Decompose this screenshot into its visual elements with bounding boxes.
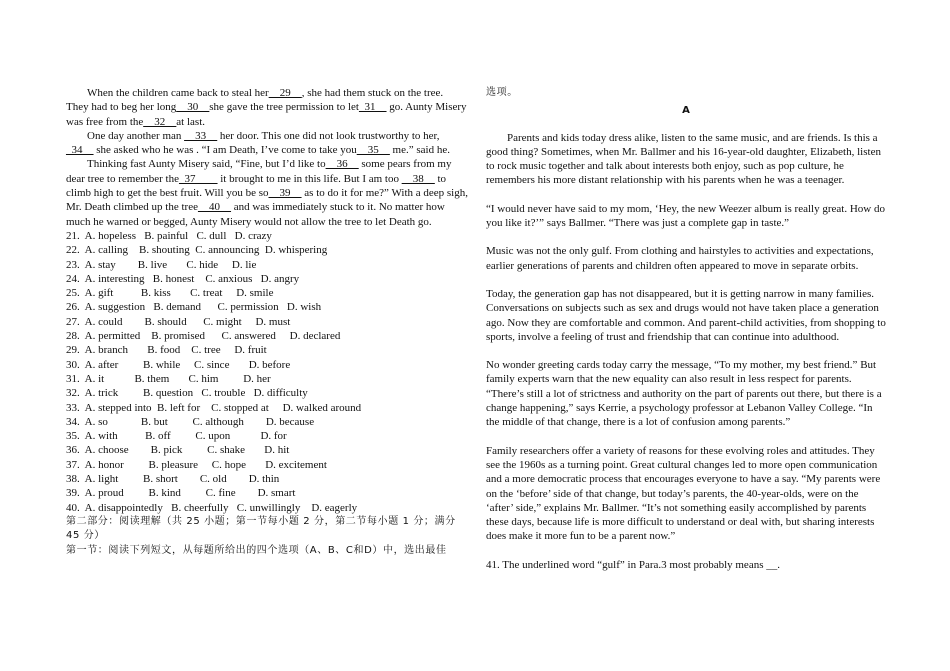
right-column [486,86,886,572]
option-line: 29. A. branch B. food C. tree D. fruit [66,344,267,357]
article-paragraph-4: Today, the generation gap has not disappeared, but it is getting narrow in many families. Conversations on subjects such as sex and drugs would not have taken place a generation ago. Now they are comfortable and common. And parent-child activities, from shopping to sports, involve a feeling of trust and friendship that can continue into adulthood. [486,287,886,343]
article-paragraph-1: Parents and kids today dress alike, listen to the same music, and are friends. Is this a good thing? Sometimes, when Mr. Ballmer and his 16-year-old daughter, Elizabeth, listen to rock music together and talk about interests both enjoy, such as pop culture, he remembers his more distant relationship with his parents when he was a teenager. [486,131,881,187]
passage-text: her door. This one did not look trustworthy to her, [217,129,440,142]
blank-number: __36__ [325,158,359,171]
option-line: 33. A. stepped into B. left for C. stopped at D. walked around [66,401,362,414]
passage-text: she asked who he was . “I am Death, I’ve come to take you [93,144,357,157]
passage-text: some pears from my dear tree to remember the [66,158,452,185]
option-line: 25. A. gift B. kiss C. treat D. smile [66,287,274,300]
blank-number: __32__ [143,115,177,128]
option-line: 27. A. could B. should C. might D. must [66,315,291,328]
part2-heading: 第二部分：阅读理解（共 25 小题；第一节每小题 2 分，第二节每小题 1 分；满分 [66,515,456,527]
passage-text: When the children came back to steal her [87,87,269,99]
passage-text: at last. [176,115,205,128]
passage-text: and was immediately stuck to it. No matter how much he warned or begged, Aunty Misery would not allow the tree to let Death go. [66,201,445,228]
option-line: 30. A. after B. while C. since D. before [66,358,291,371]
passage-paragraph-2 [66,129,468,158]
section1-instruction: 第一节：阅读下列短文，从每题所给出的四个选项（A、B、C和D）中，选出最佳 [66,544,447,556]
options-list [66,229,468,515]
article-paragraph-5: No wonder greeting cards today carry the message, “To my mother, my best friend.” But family experts warn that the new equality can also result in less respect for parents. “There’s still a lot of strictness and authority on the part of parents out there, but there is a change happening,” says Kerrie, a psychology professor at Lebanon Valley College. “In the middle of that change, there is a lot of confusion among parents.” [486,359,882,429]
option-line: 34. A. so B. but C. although D. because [66,415,315,428]
passage-text: , she had them stuck on the tree. They had to beg her long [66,87,444,114]
passage-text: to climb high to get the best fruit. Will you be so [66,172,447,200]
passage-paragraph-1 [66,86,468,129]
option-line: 35. A. with B. off C. upon D. for [66,430,287,443]
article-paragraph-2: “I would never have said to my mom, ‘Hey, the new Weezer album is really great. How do you like it?’” says Ballmer. “There was just a complete gap in taste.” [486,202,885,230]
option-line: 23. A. stay B. live C. hide D. lie [66,258,257,271]
article-paragraph-6: Family researchers offer a variety of reasons for these evolving roles and attitudes. They see the 1960s as a turning point. Great cultural changes led to more open communication and a more democratic process that encourages everyone to have a say. “My parents were on the ‘before’ side of that change, but today’s parents, the 40-year-olds, were on the ‘after’ side,” explains Mr. Ballmer. “It’s not something easily accomplished by parents these days, because life is more difficult to understand or deal with, but sharing interests does make it more fun to be a parent now.” [486,444,881,543]
article-paragraph-3: Music was not the only gulf. From clothing and hairstyles to activities and expectations, earlier generations of parents and children often appeared to move in separate orbits. [486,245,874,272]
instruction-continuation: 选项。 [486,87,518,98]
passage-text: she gave the tree permission to let [209,101,359,114]
passage-text: me.” said he. [389,144,450,157]
blank-number: __39__ [268,187,302,200]
blank-number: __29__ [268,87,302,99]
option-line: 31. A. it B. them C. him D. her [66,372,271,385]
option-line: 38. A. light B. short C. old D. thin [66,473,280,486]
passage-paragraph-3 [66,157,468,228]
option-line: 36. A. choose B. pick C. shake D. hit [66,444,290,457]
option-line: 24. A. interesting B. honest C. anxious D. angry [66,272,300,285]
blank-number: __38__ [401,172,435,185]
option-line: 28. A. permitted B. promised C. answered D. declared [66,330,341,343]
passage-text: Thinking fast Aunty Misery said, “Fine, but I’d like to [87,158,326,171]
blank-number: _37____ [179,172,218,185]
blank-number: __35__ [356,144,390,157]
option-line: 32. A. trick B. question C. trouble D. difficulty [66,387,308,400]
option-line: 22. A. calling B. shouting C. announcing D. whispering [66,244,328,257]
passage-label: A [682,105,690,117]
passage-text: One day another man [87,129,185,142]
blank-number: _31__ [358,101,387,114]
option-line: 39. A. proud B. kind C. fine D. smart [66,487,296,500]
blank-number: _34__ [66,144,94,157]
option-line: 37. A. honor B. pleasure C. hope D. excitement [66,458,327,471]
option-line: 26. A. suggestion B. demand C. permission D. wish [66,301,322,314]
part2-heading-score: 45 分） [66,530,105,542]
left-column [66,86,468,558]
passage-text: it brought to me in this life. But I am too [217,172,402,185]
blank-number: __40__ [197,201,231,214]
option-line: 40. A. disappointedly B. cheerfully C. unwillingly D. eagerly [66,501,358,514]
passage-text: go. Aunty Misery was free from the [66,101,467,128]
blank-number: __33__ [184,129,218,142]
passage-text: as to do it for me?” With a deep sigh, Mr. Death climbed up the tree [66,187,468,214]
option-line: 21. A. hopeless B. painful C. dull D. crazy [66,229,272,242]
blank-number: __30__ [176,101,210,114]
question-41: 41. The underlined word “gulf” in Para.3 most probably means __. [486,558,780,571]
